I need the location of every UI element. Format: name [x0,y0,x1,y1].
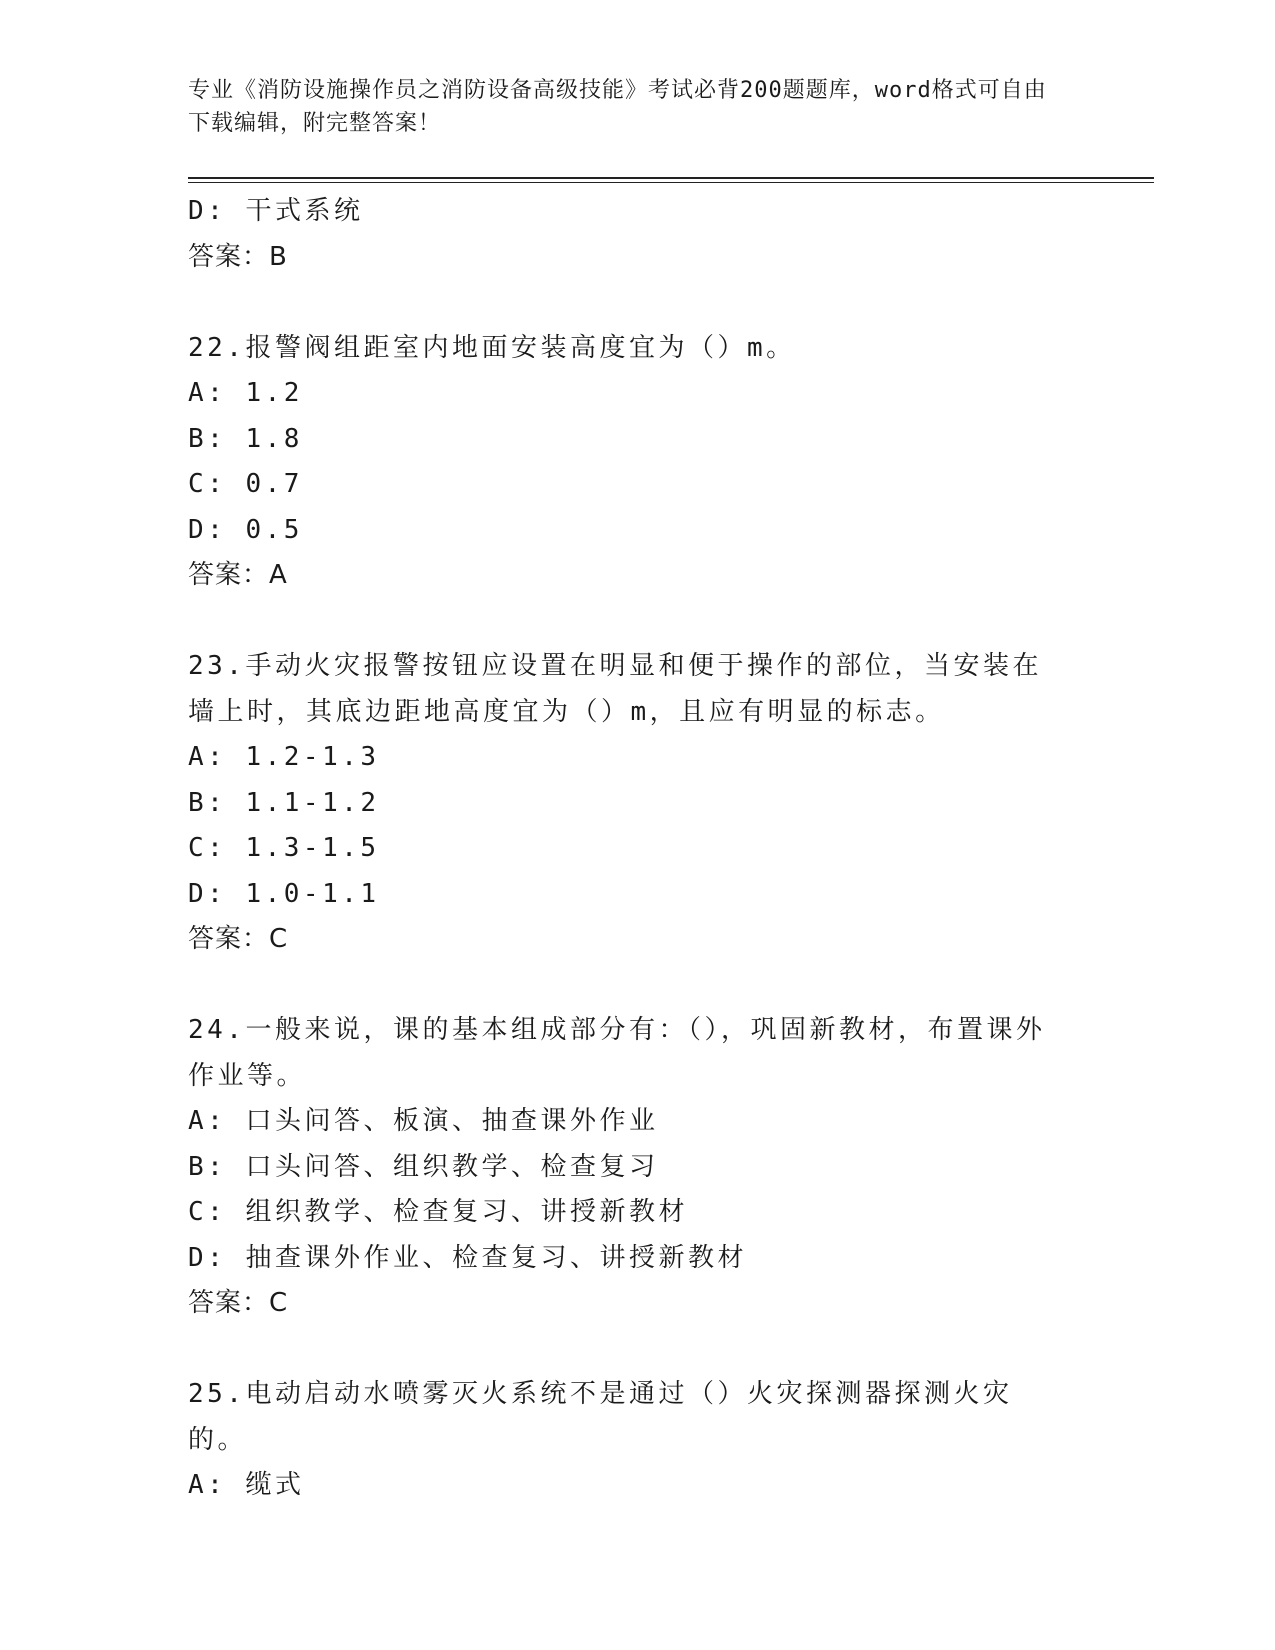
question-stem: 25.电动启动水喷雾灭火系统不是通过（）火灾探测器探测火灾的。 [188,1379,1013,1455]
answer-line: 答案：A [188,560,288,590]
question-24 [188,1008,1088,1327]
option-a: A: 1.2 [188,378,303,408]
question-list [188,189,1088,1509]
option-d: D: 0.5 [188,514,303,545]
question-23 [188,644,1088,963]
question-22 [188,326,1088,599]
option-c: C: 0.7 [188,469,303,499]
option-a: A: 缆式 [188,1470,305,1500]
question-stem: 24.一般来说，课的基本组成部分有：（），巩固新教材，布置课外作业等。 [188,1015,1046,1091]
header-divider-thin [188,182,1154,183]
spacer [188,599,1088,645]
option-b: B: 口头问答、组织教学、检查复习 [188,1151,659,1182]
header-divider-thick [188,177,1154,179]
spacer [188,280,1088,326]
option-a: A: 口头问答、板演、抽查课外作业 [188,1106,659,1136]
option-d: D: 抽查课外作业、检查复习、讲授新教材 [188,1242,747,1273]
option-c: C: 1.3-1.5 [188,833,380,863]
question-25 [188,1372,1088,1509]
spacer [188,963,1088,1009]
header-text: 专业《消防设施操作员之消防设备高级技能》考试必背200题题库，word格式可自由下载编辑，附完整答案！ [188,78,1047,136]
question-stem: 22.报警阀组距室内地面安装高度宜为（）m。 [188,332,796,363]
page-header [188,74,1068,140]
answer-line: 答案：C [188,1288,289,1318]
answer-line: 答案：B [188,241,288,272]
question-stem: 23.手动火灾报警按钮应设置在明显和便于操作的部位，当安装在墙上时，其底边距地高度宜为（）m，且应有明显的标志。 [188,651,1042,727]
answer-line: 答案：C [188,924,289,954]
option-b: B: 1.1-1.2 [188,787,380,818]
option-d: D: 1.0-1.1 [188,878,380,909]
option-c: C: 组织教学、检查复习、讲授新教材 [188,1197,688,1227]
option-b: B: 1.8 [188,423,303,454]
option-d: D: 干式系统 [188,196,364,226]
option-a: A: 1.2-1.3 [188,742,380,772]
spacer [188,1327,1088,1373]
